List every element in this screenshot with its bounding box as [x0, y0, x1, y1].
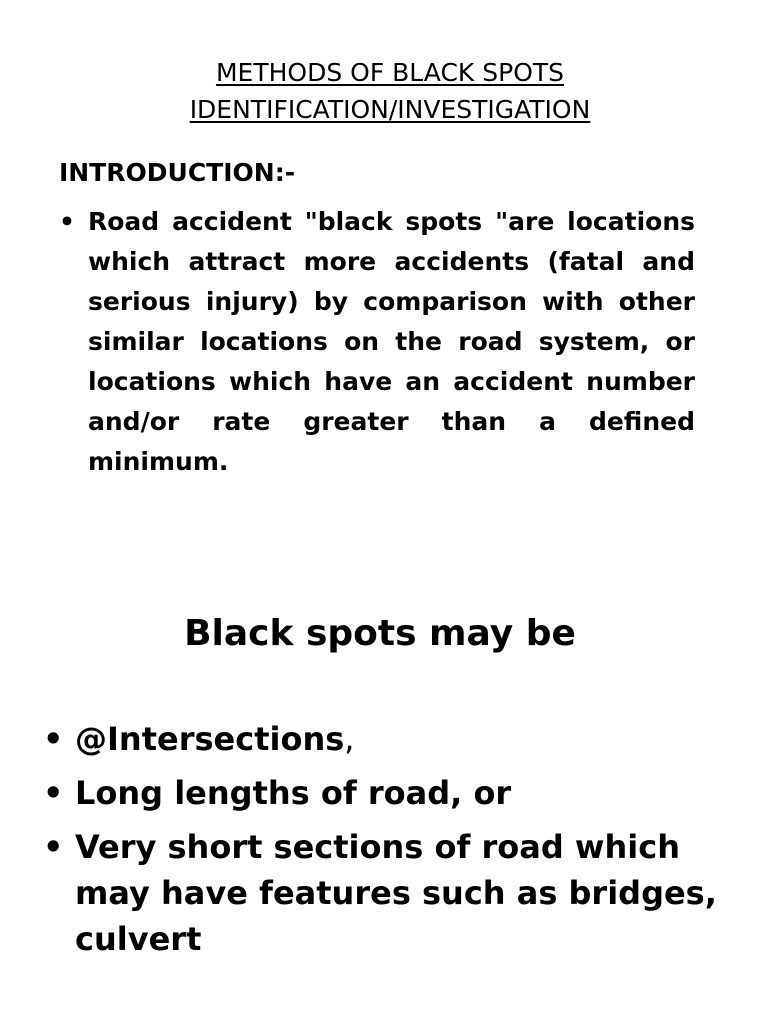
bullet-icon: • [59, 207, 75, 236]
list-item [43, 716, 733, 762]
title-line-1: METHODS OF BLACK SPOTS [215, 58, 565, 87]
black-spots-list [43, 716, 733, 970]
bullet-icon: • [43, 774, 64, 812]
page-title [60, 54, 720, 128]
introduction-list [59, 202, 695, 482]
introduction-heading: INTRODUCTION:- [59, 158, 296, 187]
list-item-text: @Intersections [75, 720, 345, 758]
list-item-text: Long lengths of road, or [75, 774, 512, 812]
black-spots-heading: Black spots may be [184, 613, 576, 654]
list-item-text: Very short sections of road which may have features such as bridges, culvert [75, 828, 717, 958]
introduction-paragraph [59, 202, 695, 482]
title-line-2: IDENTIFICATION/INVESTIGATION [189, 95, 591, 124]
list-item [43, 824, 733, 962]
list-item [43, 770, 733, 816]
list-item-trail: , [344, 720, 355, 758]
introduction-text: Road accident "black spots "are locations which attract more accidents (fatal and serious injury) by comparison with other similar locations on the road system, or locations which have an accident number and/or rate greater than a defined minimum. [88, 207, 695, 476]
bullet-icon: • [43, 828, 64, 866]
bullet-icon: • [43, 720, 64, 758]
